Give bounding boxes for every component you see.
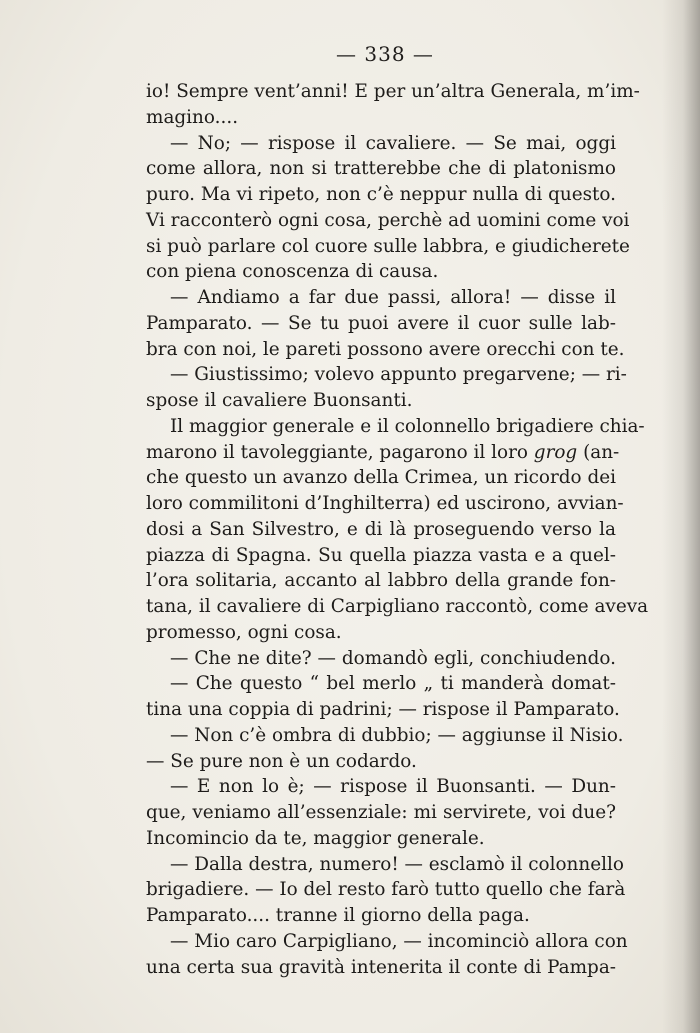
text-line: che questo un avanzo della Crimea, un ricordo dei: [146, 467, 616, 489]
page-number: — 338 —: [336, 42, 434, 66]
text-line: — Mio caro Carpigliano, — incominciò allora con: [170, 930, 628, 952]
text-line: — E non lo è; — rispose il Buonsanti. — Dun-: [170, 776, 616, 798]
text-line: — Se pure non è un codardo.: [146, 750, 417, 772]
text-line: Incomincio da te, maggior generale.: [146, 827, 485, 849]
text-line: — Non c’è ombra di dubbio; — aggiunse il Nisio.: [170, 724, 624, 746]
text-line: Il maggior generale e il colonnello brigadiere chia-: [170, 415, 645, 437]
text-line: una certa sua gravità intenerita il conte di Pampa-: [146, 956, 616, 978]
text-line: spose il cavaliere Buonsanti.: [146, 390, 413, 411]
text-line: que, veniamo all’essenziale: mi servirete, voi due?: [146, 802, 616, 823]
text-line: come allora, non si tratterebbe che di platonismo: [146, 158, 616, 180]
text-line: loro commilitoni d’Inghilterra) ed uscirono, avvian-: [146, 493, 624, 514]
text-line: io! Sempre vent’anni! E per un’altra Generala, m’im-: [146, 81, 640, 102]
body-text: [146, 79, 649, 980]
text-line: — Che ne dite? — domandò egli, conchiudendo.: [170, 647, 616, 669]
text-line: con piena conoscenza di causa.: [146, 261, 439, 283]
page-gutter-shadow: [662, 0, 700, 1033]
text-line: Vi racconterò ogni cosa, perchè ad uomini come voi: [146, 209, 630, 231]
text-line: marono il tavoleggiante, pagarono il loro grog (an-: [146, 441, 620, 463]
text-line: magino....: [146, 106, 239, 128]
text-line: — Dalla destra, numero! — esclamò il colonnello: [170, 853, 624, 875]
text-line: brigadiere. — Io del resto farò tutto quello che farà: [146, 879, 626, 901]
text-line: tina una coppia di padrini; — rispose il Pamparato.: [146, 699, 620, 720]
text-line: l’ora solitaria, accanto al labbro della grande fon-: [146, 570, 616, 592]
text-line: — Giustissimo; volevo appunto pregarvene; — ri-: [170, 364, 627, 386]
text-line: — Che questo “ bel merlo „ ti manderà domat-: [170, 673, 616, 695]
text-line: — No; — rispose il cavaliere. — Se mai, oggi: [170, 132, 616, 154]
text-line: piazza di Spagna. Su quella piazza vasta e a quel-: [146, 544, 616, 566]
text-line: — Andiamo a far due passi, allora! — disse il: [170, 287, 616, 308]
text-line: tana, il cavaliere di Carpigliano raccontò, come aveva: [146, 596, 649, 617]
text-line: si può parlare col cuore sulle labbra, e giudicherete: [146, 235, 630, 257]
text-line: Pamparato. — Se tu puoi avere il cuor sulle lab-: [146, 312, 616, 334]
text-line: bra con noi, le pareti possono avere orecchi con te.: [146, 338, 625, 360]
text-line: puro. Ma vi ripeto, non c’è neppur nulla di questo.: [146, 184, 617, 205]
text-line: dosi a San Silvestro, e di là proseguendo verso la: [146, 518, 616, 540]
text-line: Pamparato.... tranne il giorno della paga.: [146, 905, 530, 926]
text-line: promesso, ogni cosa.: [146, 621, 342, 643]
